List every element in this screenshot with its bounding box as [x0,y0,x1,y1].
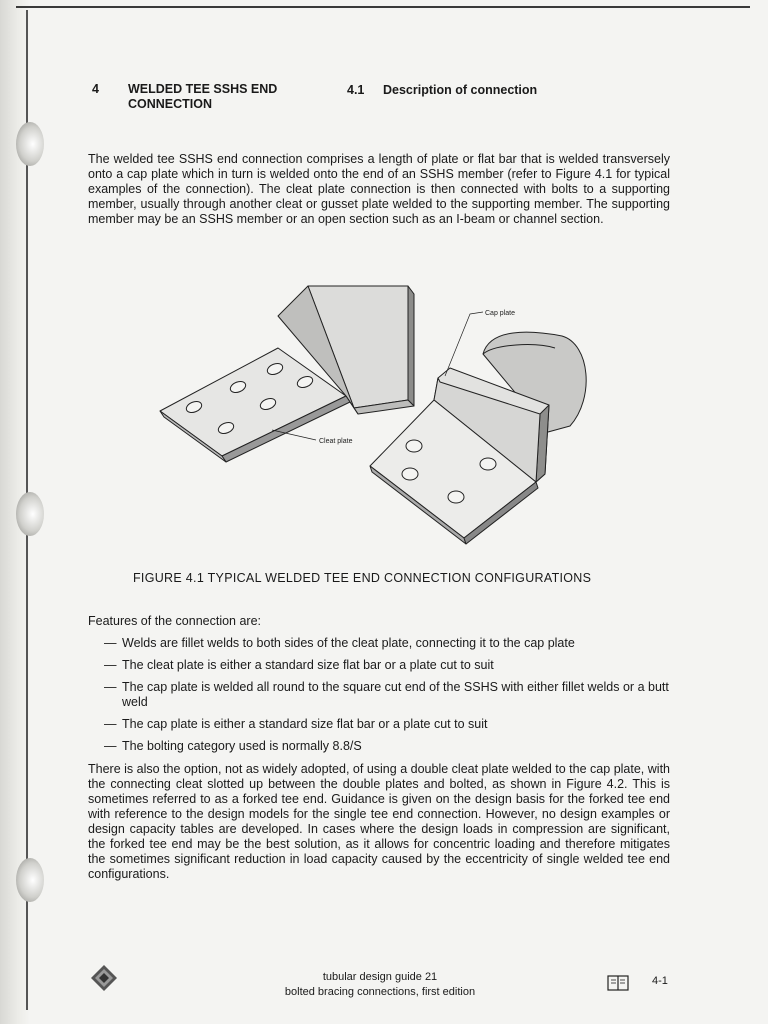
connection-illustration [150,278,610,546]
list-item-text: The cap plate is either a standard size flat bar or a plate cut to suit [122,717,488,731]
subsection-number: 4.1 [347,83,365,97]
figure-4-1 [150,278,610,546]
footer-title: tubular design guide 21 [322,971,438,983]
punch-hole [16,492,44,536]
cap-plate-label: Cap plate [485,310,515,317]
sshs-side-face [408,286,414,406]
list-item [104,739,670,754]
list-item-text: The cap plate is welded all round to the square cut end of the SSHS with either fillet welds or a butt weld [122,680,669,709]
features-list [104,636,670,761]
section-title: WELDED TEE SSHS END CONNECTION [128,82,278,111]
list-item [104,717,670,732]
dash-marker: — [104,739,117,753]
list-item [104,680,670,710]
figure-caption: FIGURE 4.1 TYPICAL WELDED TEE END CONNECTION CONFIGURATIONS [133,571,592,585]
list-item [104,658,670,673]
dash-marker: — [104,680,117,694]
section-number: 4 [92,82,99,96]
page-number: 4-1 [652,975,668,987]
dash-marker: — [104,636,117,650]
publisher-logo-icon [90,964,118,992]
dash-marker: — [104,658,117,672]
list-item-text: Welds are fillet welds to both sides of the cleat plate, connecting it to the cap plate [122,636,575,650]
features-intro: Features of the connection are: [88,614,262,628]
dash-marker: — [104,717,117,731]
list-item-text: The bolting category used is normally 8.8/S [122,739,362,753]
list-item [104,636,670,651]
top-rule [16,6,750,8]
cleat-plate-label: Cleat plate [319,438,353,445]
closing-paragraph: There is also the option, not as widely adopted, of using a double cleat plate welded to the cap plate, with the connecting cleat slotted up between the double plates and bolted, as shown in Figure 4.2. This is sometimes referred to as a forked tee end. Guidance is given on the design basis for the forked tee end with reference to the design models for the single tee end connection. However, no design examples or design capacity tables are developed. In cases where the design loads in compression are significant, the forked tee end may be the best solution, as it allows for concentric loading and therefore mitigates the sometimes significant reduction in load capacity caused by the eccentricity of single welded tee end configurations. [88,762,670,881]
punch-hole [16,858,44,902]
book-icon [607,975,629,991]
punch-hole [16,122,44,166]
subsection-title: Description of connection [383,83,538,97]
footer-subtitle: bolted bracing connections, first edition [284,986,476,998]
list-item-text: The cleat plate is either a standard size flat bar or a plate cut to suit [122,658,494,672]
intro-paragraph: The welded tee SSHS end connection comprises a length of plate or flat bar that is welded transversely onto a cap plate which in turn is welded onto the end of an SSHS member (refer to Figure 4.1 for typical examples of the connection). The cleat plate connection is then connected with bolts to a supporting member, usually through another cleat or gusset plate welded to the supporting member. The supporting member may be an SSHS member or an open section such as an I-beam or channel section. [88,152,670,226]
footer-text [240,970,520,1000]
